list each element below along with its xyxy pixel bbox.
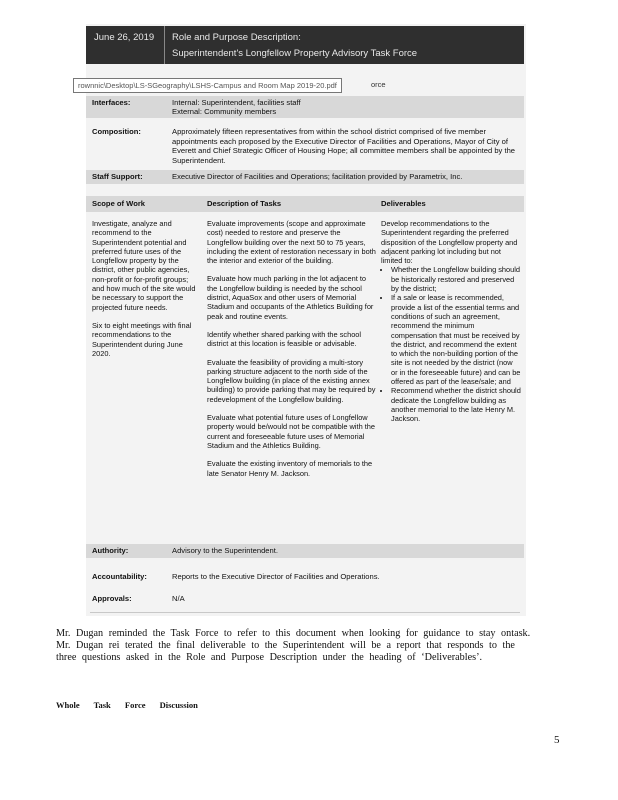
scope-column: [92, 219, 196, 367]
page-number: 5: [554, 734, 560, 746]
deliverables-list: [381, 265, 521, 423]
deliverables-intro: Develop recommendations to the Superintendent regarding the preferred disposition of the Longfellow property and adjacent parking lot including but not limited to:: [381, 219, 518, 266]
scope-paragraph: Six to eight meetings with final recommendations to the Superintendent during June 2020.: [92, 320, 192, 358]
composition-row: [86, 125, 524, 167]
accountability-text: Reports to the Executive Director of Facilities and Operations.: [172, 572, 380, 581]
approvals-label: Approvals:: [92, 594, 132, 603]
table-bottom-rule: [90, 612, 520, 613]
interfaces-external: External: Community members: [172, 107, 277, 116]
task-paragraph: Identify whether shared parking with the school district at this location is feasible or advisable.: [207, 329, 362, 349]
task-paragraph: Evaluate how much parking in the lot adjacent to the Longfellow building is needed by the school district, AquaSox and other users of Memorial Stadium and occupants of the Athletics Building for peak and routine events.: [207, 274, 374, 321]
composition-text: Approximately fifteen representatives from within the school district comprised of five member appointments each proposed by the Executive Director of Facilities and Operations, Mayor of City of Everett and Chief Strategic Officer of Housing Hope; all committee members shall be appointed by the Superintendent.: [172, 127, 516, 165]
scope-paragraph: Investigate, analyze and recommend to the Superintendent potential and preferred future uses of the Longfellow property by the district, other public agencies, non-profit or for-profit groups; and how much of the site would be necessary to support the projected future needs.: [92, 219, 196, 312]
header-title-line2: Superintendent's Longfellow Property Advisory Task Force: [172, 48, 418, 59]
document-header: [86, 26, 524, 64]
staff-support-label: Staff Support:: [92, 172, 143, 181]
section-subheading: Whole Task Force Discussion: [56, 700, 198, 710]
deliverables-heading: Deliverables: [381, 199, 426, 208]
header-tail-text: orce: [371, 80, 386, 89]
authority-text: Advisory to the Superintendent.: [172, 546, 278, 555]
minutes-line: Mr. Dugan reminded the Task Force to refer to this document when looking for guidance to stay ontask.: [56, 628, 531, 639]
header-title-line1: Role and Purpose Description:: [172, 32, 301, 43]
deliverable-item: • Whether the Longfellow building should be historically restored and preserved by the district;: [391, 265, 521, 293]
authority-row: [86, 544, 524, 558]
task-paragraph: Evaluate the feasibility of providing a multi-story parking structure adjacent to the north side of the Longfellow building (in place of the existing annex building) to provide parking that may be required by redevelopment of the Longfellow building.: [207, 357, 376, 404]
task-paragraph: Evaluate improvements (scope and approximate cost) needed to restore and preserve the Longfellow building over the next 50 to 75 years, including the extent of restoration necessary in both the interior and exterior of the building.: [207, 219, 376, 266]
meeting-minutes: [56, 628, 556, 664]
authority-label: Authority:: [92, 546, 129, 555]
staff-support-row: [86, 170, 524, 184]
accountability-label: Accountability:: [92, 572, 147, 581]
accountability-row: [86, 570, 524, 584]
interfaces-label: Interfaces:: [92, 98, 131, 107]
approvals-text: N/A: [172, 594, 185, 603]
header-divider: [164, 26, 165, 64]
deliverable-item: • If a sale or lease is recommended, provide a list of the essential terms and conditions of such an agreement, recommend the minimum compensation that must be received by the district, and recommend the extent to which the non-building portion of the site is not needed by the district (now or in the foreseeable future) and can be offered as part of the lease/sale; and: [391, 293, 521, 386]
file-path-tooltip: rownnic\Desktop\LS-SGeography\LSHS-Campus and Room Map 2019-20.pdf: [73, 78, 342, 93]
columns-header-row: [86, 196, 524, 212]
minutes-line: three questions asked in the Role and Purpose Description under the heading of ‘Deliverables’.: [56, 652, 483, 663]
task-paragraph: Evaluate what potential future uses of Longfellow property would be/would not be compatible with the current and foreseeable future uses of Memorial Stadium and the Athletics Building.: [207, 413, 376, 450]
approvals-row: [86, 592, 524, 606]
staff-support-text: Executive Director of Facilities and Operations; facilitation provided by Parametrix, Inc.: [172, 172, 463, 181]
deliverable-item: • Recommend whether the district should dedicate the Longfellow building as another memorial to the late Henry M. Jackson.: [391, 386, 521, 423]
tasks-heading: Description of Tasks: [207, 199, 282, 208]
header-date: June 26, 2019: [94, 32, 155, 43]
interfaces-row: [86, 96, 524, 118]
composition-label: Composition:: [92, 127, 141, 136]
tasks-column: [207, 219, 377, 487]
deliverables-column: [381, 219, 521, 424]
minutes-line: Mr. Dugan rei terated the final deliverable to the Superintendent will be a report that responds to the: [56, 640, 515, 651]
scope-heading: Scope of Work: [92, 199, 146, 208]
interfaces-internal: Internal: Superintendent, facilities staff: [172, 98, 301, 107]
task-paragraph: Evaluate the existing inventory of memorials to the late Senator Henry M. Jackson.: [207, 459, 373, 478]
